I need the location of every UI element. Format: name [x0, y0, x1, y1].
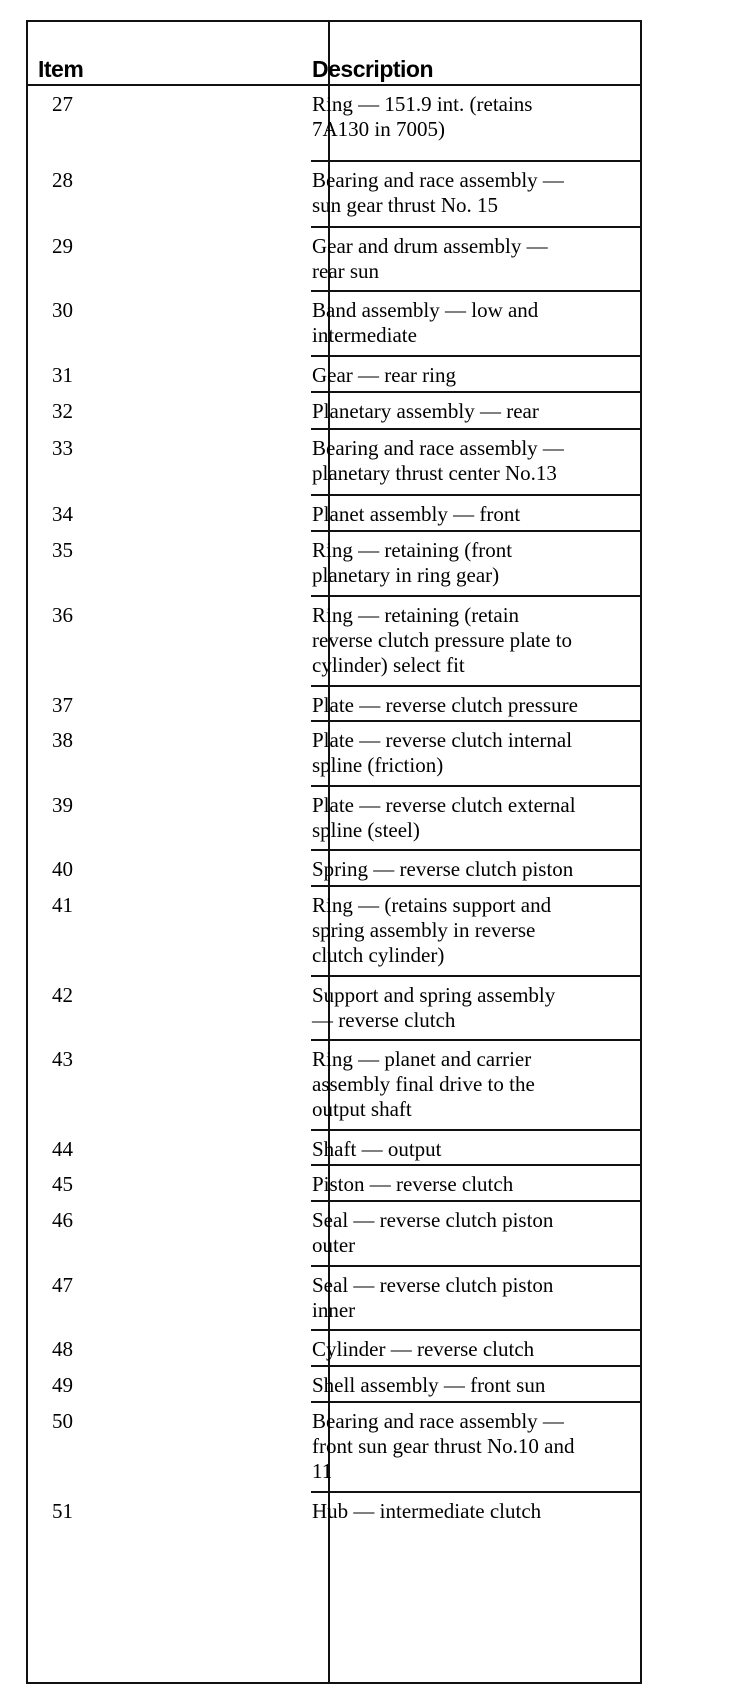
table-row	[28, 86, 640, 162]
row-item-number: 31	[52, 363, 73, 387]
row-description: Plate — reverse clutch pressure	[312, 693, 578, 717]
header-item: Item	[38, 56, 84, 82]
table-row	[28, 597, 640, 687]
table-row	[28, 357, 640, 393]
row-item-number: 42	[52, 983, 73, 1007]
row-item-number: 40	[52, 857, 73, 881]
row-item-number: 48	[52, 1337, 73, 1361]
row-item-number: 45	[52, 1172, 73, 1196]
row-description: Gear — rear ring	[312, 363, 457, 387]
table-header	[28, 22, 640, 86]
table-row	[28, 1403, 640, 1493]
table-row	[28, 1267, 640, 1331]
row-item-number: 44	[52, 1137, 73, 1161]
table-row	[28, 1493, 640, 1662]
row-item-number: 33	[52, 436, 73, 460]
row-description: Ring — retaining (front planetary in ring gear)	[312, 538, 513, 587]
table-row	[28, 722, 640, 787]
row-description: Seal — reverse clutch piston outer	[312, 1208, 554, 1257]
row-description: Shaft — output	[312, 1137, 442, 1161]
row-item-number: 34	[52, 502, 73, 526]
row-item-number: 43	[52, 1047, 73, 1071]
row-description: Planetary assembly — rear	[312, 399, 539, 423]
row-item-number: 38	[52, 728, 73, 752]
table-row	[28, 1367, 640, 1403]
row-description: Ring — (retains support and spring assembly in reverse clutch cylinder)	[312, 893, 552, 967]
row-item-number: 47	[52, 1273, 73, 1297]
row-description: Plate — reverse clutch external spline (steel)	[312, 793, 576, 842]
row-description: Bearing and race assembly — sun gear thrust No. 15	[312, 168, 564, 217]
row-description: Gear and drum assembly — rear sun	[312, 234, 548, 283]
table-row	[28, 393, 640, 430]
table-row	[28, 977, 640, 1041]
table-row	[28, 1331, 640, 1367]
row-item-number: 30	[52, 298, 73, 322]
parts-table	[26, 20, 642, 1684]
table-row	[28, 687, 640, 722]
row-item-number: 39	[52, 793, 73, 817]
row-description: Support and spring assembly — reverse clutch	[312, 983, 556, 1032]
row-description: Shell assembly — front sun	[312, 1373, 546, 1397]
row-item-number: 50	[52, 1409, 73, 1433]
row-item-number: 28	[52, 168, 73, 192]
table-row	[28, 1131, 640, 1166]
row-description: Plate — reverse clutch internal spline (friction)	[312, 728, 573, 777]
row-item-number: 46	[52, 1208, 73, 1232]
row-description: Piston — reverse clutch	[312, 1172, 514, 1196]
header-description: Description	[312, 56, 434, 82]
table-row	[28, 1041, 640, 1131]
row-description: Spring — reverse clutch piston	[312, 857, 574, 881]
row-item-number: 35	[52, 538, 73, 562]
row-item-number: 37	[52, 693, 73, 717]
table-row	[28, 430, 640, 496]
table-row	[28, 887, 640, 977]
table-row	[28, 851, 640, 887]
row-description: Ring — retaining (retain reverse clutch pressure plate to cylinder) select fit	[312, 603, 573, 677]
row-item-number: 36	[52, 603, 73, 627]
row-description: Bearing and race assembly — front sun gear thrust No.10 and 11	[312, 1409, 575, 1483]
table-row	[28, 1166, 640, 1202]
row-description: Bearing and race assembly — planetary thrust center No.13	[312, 436, 564, 485]
row-item-number: 32	[52, 399, 73, 423]
row-description: Ring — 151.9 int. (retains 7A130 in 7005)	[312, 92, 533, 141]
row-description: Band assembly — low and intermediate	[312, 298, 539, 347]
row-description: Seal — reverse clutch piston inner	[312, 1273, 554, 1322]
row-description: Ring — planet and carrier assembly final drive to the output shaft	[312, 1047, 535, 1121]
row-description: Planet assembly — front	[312, 502, 521, 526]
table-row	[28, 292, 640, 357]
table-row	[28, 787, 640, 851]
row-item-number: 27	[52, 92, 73, 116]
row-item-number: 51	[52, 1499, 73, 1523]
table-row	[28, 532, 640, 597]
row-description: Hub — intermediate clutch	[312, 1499, 542, 1523]
row-item-number: 49	[52, 1373, 73, 1397]
table-row	[28, 162, 640, 228]
row-description: Cylinder — reverse clutch	[312, 1337, 535, 1361]
row-item-number: 29	[52, 234, 73, 258]
table-row	[28, 496, 640, 532]
row-item-number: 41	[52, 893, 73, 917]
table-row	[28, 228, 640, 292]
table-row	[28, 1202, 640, 1267]
